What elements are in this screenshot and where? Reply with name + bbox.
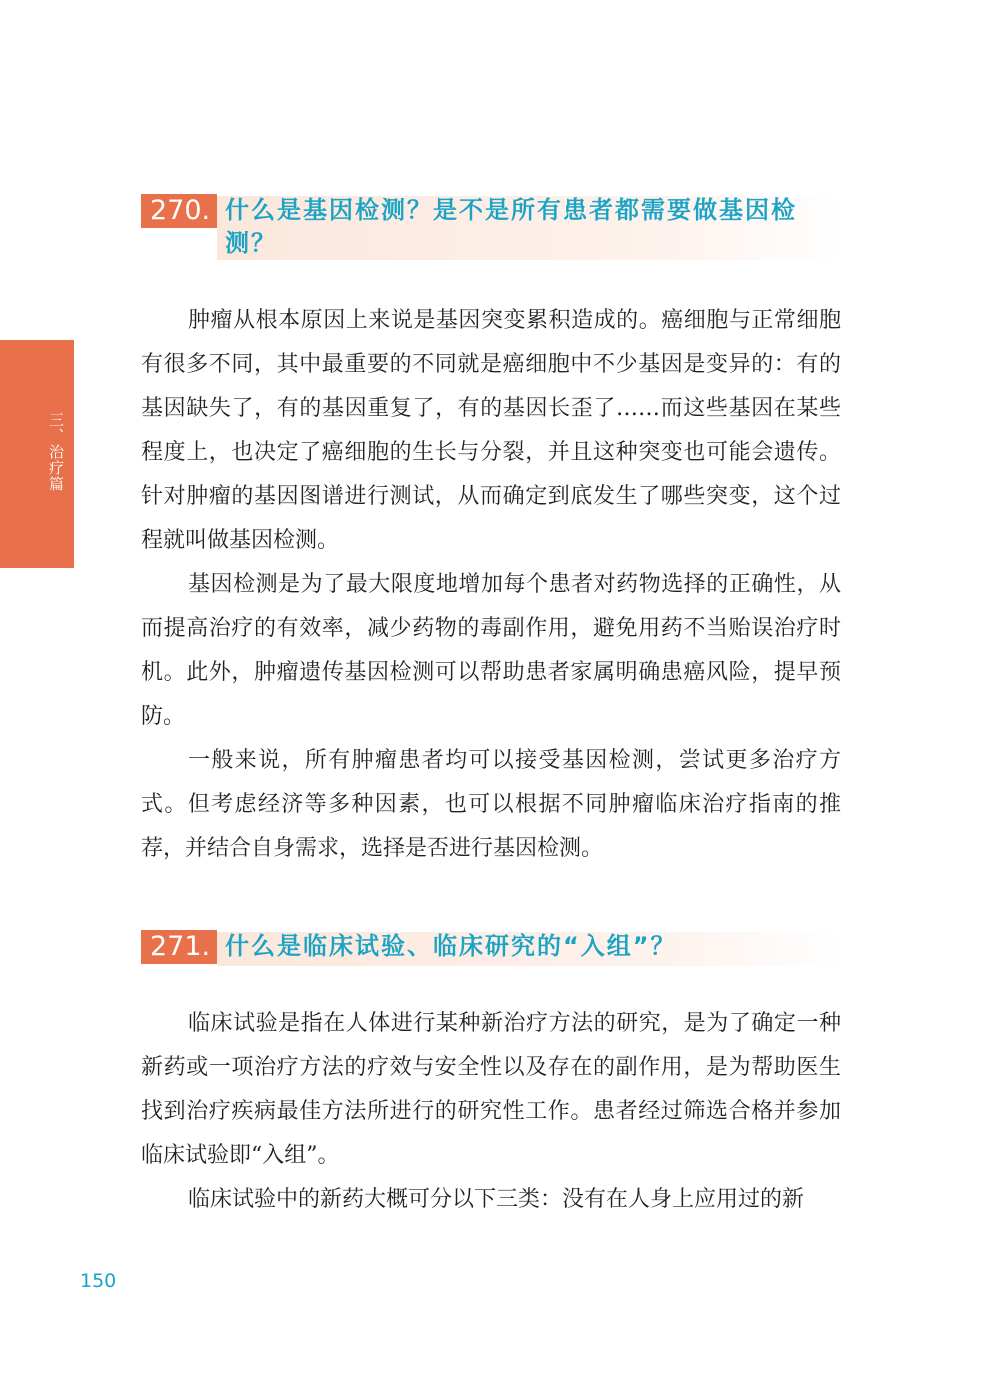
section-270-heading <box>141 194 841 260</box>
paragraph: 基因检测是为了最大限度地增加每个患者对药物选择的正确性，从而提高治疗的有效率，减少药物的毒副作用，避免用药不当贻误治疗时机。此外，肿瘤遗传基因检测可以帮助患者家属明确患癌风险，提早预防。 <box>141 572 841 729</box>
paragraph: 临床试验是指在人体进行某种新治疗方法的研究，是为了确定一种新药或一项治疗方法的疗效与安全性以及存在的副作用，是为帮助医生找到治疗疾病最佳方法所进行的研究性工作。患者经过筛选合格并参加临床试验即“入组”。 <box>141 1011 841 1168</box>
chapter-side-tab-label: 三、治疗篇 <box>47 412 65 492</box>
question-number: 271. <box>141 930 217 964</box>
paragraph: 一般来说，所有肿瘤患者均可以接受基因检测，尝试更多治疗方式。但考虑经济等多种因素，也可以根据不同肿瘤临床治疗指南的推荐，并结合自身需求，选择是否进行基因检测。 <box>141 748 841 861</box>
paragraph: 肿瘤从根本原因上来说是基因突变累积造成的。癌细胞与正常细胞有很多不同，其中最重要的不同就是癌细胞中不少基因是变异的：有的基因缺失了，有的基因重复了，有的基因长歪了……而这些基因在某些程度上，也决定了癌细胞的生长与分裂，并且这种突变也可能会遗传。针对肿瘤的基因图谱进行测试，从而确定到底发生了哪些突变，这个过程就叫做基因检测。 <box>141 308 841 553</box>
question-number: 270. <box>141 194 217 228</box>
page-number: 150 <box>80 1270 117 1292</box>
question-title: 什么是临床试验、临床研究的“入组”？ <box>225 932 677 960</box>
section-271-heading <box>141 930 841 966</box>
paragraph: 临床试验中的新药大概可分以下三类：没有在人身上应用过的新 <box>188 1187 805 1212</box>
question-title: 什么是基因检测？是不是所有患者都需要做基因检测？ <box>225 196 797 257</box>
